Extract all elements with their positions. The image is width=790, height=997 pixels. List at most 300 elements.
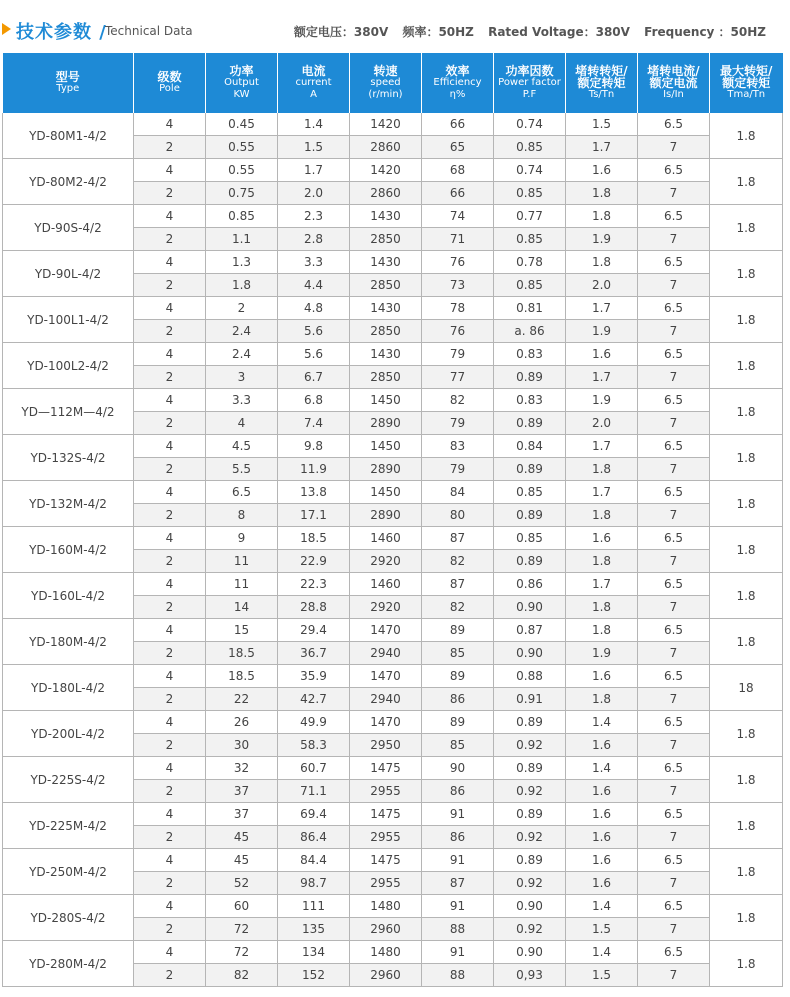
table-cell: 3.3	[278, 251, 350, 274]
model-type-cell: YD-280S-4/2	[3, 895, 134, 941]
table-cell: 22.3	[278, 573, 350, 596]
triangle-arrow-icon	[2, 23, 11, 35]
table-cell: 1.4	[278, 113, 350, 136]
table-cell: 6.8	[278, 389, 350, 412]
table-cell: 1.6	[566, 159, 638, 182]
model-type-cell: YD-180L-4/2	[3, 665, 134, 711]
table-cell: 1.8	[566, 688, 638, 711]
column-header-cn: 最大转矩/	[720, 64, 773, 78]
table-cell: 1.4	[566, 941, 638, 964]
table-cell: 3.3	[206, 389, 278, 412]
table-cell: 0.90	[494, 895, 566, 918]
table-cell: 58.3	[278, 734, 350, 757]
table-cell: 2850	[350, 228, 422, 251]
table-cell: 82	[422, 550, 494, 573]
table-cell: 3	[206, 366, 278, 389]
table-cell: 1.8	[566, 182, 638, 205]
rated-voltage-en: Rated Voltage：380V	[488, 25, 630, 39]
table-row	[3, 527, 783, 550]
model-type-cell: YD-160L-4/2	[3, 573, 134, 619]
model-type-cell: YD-225M-4/2	[3, 803, 134, 849]
table-cell: 86	[422, 688, 494, 711]
model-type-cell: YD-90L-4/2	[3, 251, 134, 297]
table-cell: 90	[422, 757, 494, 780]
table-cell: 2	[134, 596, 206, 619]
model-type-cell: YD-90S-4/2	[3, 205, 134, 251]
table-cell: 0.85	[494, 481, 566, 504]
table-cell: 6.5	[206, 481, 278, 504]
table-cell: 71.1	[278, 780, 350, 803]
table-cell: 60.7	[278, 757, 350, 780]
table-cell: 7	[638, 642, 710, 665]
table-cell: 0.55	[206, 136, 278, 159]
table-cell: 2890	[350, 458, 422, 481]
column-header-5	[422, 53, 494, 113]
table-cell: 1460	[350, 527, 422, 550]
column-header-en: Pole	[159, 83, 180, 94]
table-cell: 4	[134, 803, 206, 826]
table-cell: 6.5	[638, 757, 710, 780]
table-cell: 0.83	[494, 343, 566, 366]
table-cell: 42.7	[278, 688, 350, 711]
table-cell: 0.85	[494, 182, 566, 205]
table-cell: 4	[134, 343, 206, 366]
table-cell: 1480	[350, 895, 422, 918]
table-cell: 1420	[350, 159, 422, 182]
table-cell: 2940	[350, 688, 422, 711]
tma-tn-cell: 1.8	[710, 803, 783, 849]
table-cell: 9	[206, 527, 278, 550]
table-cell: 6.7	[278, 366, 350, 389]
tma-tn-cell: 1.8	[710, 573, 783, 619]
table-cell: 0.74	[494, 159, 566, 182]
table-cell: 1475	[350, 849, 422, 872]
table-row	[3, 757, 783, 780]
column-header-en: Efficiency	[433, 77, 482, 88]
tma-tn-cell: 1.8	[710, 435, 783, 481]
page-header	[0, 14, 790, 44]
table-cell: 1.7	[566, 481, 638, 504]
table-cell: 2	[206, 297, 278, 320]
table-cell: 7	[638, 136, 710, 159]
table-cell: 6.5	[638, 251, 710, 274]
column-header-0	[3, 53, 134, 113]
table-cell: 0.92	[494, 734, 566, 757]
table-cell: 2955	[350, 826, 422, 849]
model-type-cell: YD—112M—4/2	[3, 389, 134, 435]
table-cell: 6.5	[638, 343, 710, 366]
table-cell: 2	[134, 734, 206, 757]
table-cell: 0.85	[206, 205, 278, 228]
table-cell: 6.5	[638, 527, 710, 550]
table-cell: 2	[134, 228, 206, 251]
table-cell: 0.89	[494, 366, 566, 389]
table-cell: 18.5	[206, 665, 278, 688]
frequency-en: Frequency ：50HZ	[644, 25, 766, 39]
model-type-cell: YD-100L1-4/2	[3, 297, 134, 343]
table-cell: 1.4	[566, 757, 638, 780]
table-cell: 2	[134, 320, 206, 343]
table-cell: 7	[638, 366, 710, 389]
table-cell: 88	[422, 964, 494, 987]
table-cell: 14	[206, 596, 278, 619]
table-cell: 2.4	[206, 343, 278, 366]
table-cell: 4	[134, 389, 206, 412]
table-cell: 2950	[350, 734, 422, 757]
table-cell: 1450	[350, 481, 422, 504]
table-cell: 1460	[350, 573, 422, 596]
table-cell: 68	[422, 159, 494, 182]
tma-tn-cell: 1.8	[710, 113, 783, 159]
table-cell: 6.5	[638, 573, 710, 596]
table-cell: 91	[422, 849, 494, 872]
table-cell: a. 86	[494, 320, 566, 343]
table-cell: 36.7	[278, 642, 350, 665]
table-cell: 60	[206, 895, 278, 918]
table-cell: 84.4	[278, 849, 350, 872]
table-cell: 2	[134, 780, 206, 803]
column-header-cn: 额定转矩	[722, 76, 771, 90]
table-cell: 22	[206, 688, 278, 711]
column-header-8	[638, 53, 710, 113]
table-cell: 1430	[350, 343, 422, 366]
table-cell: 73	[422, 274, 494, 297]
table-cell: 4	[134, 527, 206, 550]
table-cell: 7	[638, 826, 710, 849]
table-cell: 1.6	[566, 826, 638, 849]
table-cell: 1.6	[566, 665, 638, 688]
table-cell: 7	[638, 688, 710, 711]
table-cell: 1.7	[566, 573, 638, 596]
column-header-en: current	[295, 77, 332, 88]
model-type-cell: YD-180M-4/2	[3, 619, 134, 665]
table-cell: 0.90	[494, 642, 566, 665]
table-cell: 1.5	[278, 136, 350, 159]
table-cell: 1.5	[566, 964, 638, 987]
table-cell: 79	[422, 343, 494, 366]
table-cell: 0.78	[494, 251, 566, 274]
table-cell: 2955	[350, 780, 422, 803]
table-cell: 7	[638, 550, 710, 573]
table-cell: 1450	[350, 389, 422, 412]
table-cell: 82	[422, 596, 494, 619]
table-cell: 7	[638, 596, 710, 619]
table-cell: 2890	[350, 412, 422, 435]
table-cell: 71	[422, 228, 494, 251]
table-cell: 2	[134, 412, 206, 435]
table-cell: 1.7	[566, 366, 638, 389]
model-type-cell: YD-132M-4/2	[3, 481, 134, 527]
column-header-cn: 堵转转矩/	[575, 64, 628, 78]
table-cell: 1430	[350, 205, 422, 228]
table-cell: 4.4	[278, 274, 350, 297]
table-cell: 7	[638, 964, 710, 987]
table-cell: 86.4	[278, 826, 350, 849]
table-cell: 7	[638, 504, 710, 527]
table-cell: 4	[134, 665, 206, 688]
table-cell: 7	[638, 228, 710, 251]
table-cell: 4	[134, 481, 206, 504]
table-cell: 0.90	[494, 596, 566, 619]
table-cell: 78	[422, 297, 494, 320]
table-cell: 1.8	[206, 274, 278, 297]
table-cell: 7	[638, 182, 710, 205]
tma-tn-cell: 1.8	[710, 205, 783, 251]
table-cell: 86	[422, 826, 494, 849]
table-cell: 7	[638, 412, 710, 435]
table-cell: 2940	[350, 642, 422, 665]
technical-data-table	[2, 53, 783, 987]
table-cell: 85	[422, 734, 494, 757]
table-cell: 2.0	[278, 182, 350, 205]
table-cell: 30	[206, 734, 278, 757]
table-cell: 0.89	[494, 550, 566, 573]
tma-tn-cell: 1.8	[710, 941, 783, 987]
tma-tn-cell: 1.8	[710, 159, 783, 205]
model-type-cell: YD-250M-4/2	[3, 849, 134, 895]
column-header-3	[278, 53, 350, 113]
table-cell: 2955	[350, 872, 422, 895]
table-cell: 6.5	[638, 803, 710, 826]
table-cell: 49.9	[278, 711, 350, 734]
table-cell: 85	[422, 642, 494, 665]
table-cell: 111	[278, 895, 350, 918]
table-cell: 15	[206, 619, 278, 642]
table-cell: 1.7	[566, 136, 638, 159]
table-cell: 1470	[350, 665, 422, 688]
table-cell: 1.6	[566, 803, 638, 826]
table-cell: 1470	[350, 619, 422, 642]
table-cell: 2.8	[278, 228, 350, 251]
table-cell: 4	[134, 113, 206, 136]
table-cell: 83	[422, 435, 494, 458]
table-cell: 2	[134, 550, 206, 573]
table-cell: 2	[134, 872, 206, 895]
table-row	[3, 343, 783, 366]
tma-tn-cell: 1.8	[710, 389, 783, 435]
table-cell: 2.0	[566, 412, 638, 435]
table-cell: 2	[134, 136, 206, 159]
table-cell: 29.4	[278, 619, 350, 642]
table-cell: 4	[134, 573, 206, 596]
table-cell: 0.85	[494, 136, 566, 159]
column-header-en: A	[310, 89, 317, 100]
table-cell: 0.84	[494, 435, 566, 458]
table-cell: 28.8	[278, 596, 350, 619]
table-cell: 2	[134, 826, 206, 849]
table-cell: 0.86	[494, 573, 566, 596]
table-cell: 2.0	[566, 274, 638, 297]
table-cell: 72	[206, 918, 278, 941]
table-cell: 2	[134, 366, 206, 389]
table-cell: 2890	[350, 504, 422, 527]
table-cell: 45	[206, 826, 278, 849]
table-cell: 4	[134, 435, 206, 458]
table-cell: 0.91	[494, 688, 566, 711]
table-cell: 2	[134, 182, 206, 205]
table-cell: 1.7	[566, 297, 638, 320]
table-cell: 82	[422, 389, 494, 412]
table-cell: 13.8	[278, 481, 350, 504]
table-cell: 1.8	[566, 619, 638, 642]
tma-tn-cell: 1.8	[710, 297, 783, 343]
table-cell: 0.89	[494, 412, 566, 435]
model-type-cell: YD-132S-4/2	[3, 435, 134, 481]
column-header-cn: 功率	[229, 64, 254, 78]
tma-tn-cell: 1.8	[710, 711, 783, 757]
column-header-cn: 电流	[301, 64, 326, 78]
table-cell: 11	[206, 573, 278, 596]
table-cell: 2920	[350, 550, 422, 573]
table-row	[3, 297, 783, 320]
column-header-7	[566, 53, 638, 113]
table-cell: 6.5	[638, 895, 710, 918]
table-row	[3, 849, 783, 872]
table-cell: 0.89	[494, 803, 566, 826]
table-cell: 7	[638, 320, 710, 343]
table-cell: 0.87	[494, 619, 566, 642]
table-row	[3, 159, 783, 182]
model-type-cell: YD-200L-4/2	[3, 711, 134, 757]
table-cell: 7	[638, 734, 710, 757]
table-cell: 2	[134, 458, 206, 481]
table-cell: 37	[206, 803, 278, 826]
table-cell: 86	[422, 780, 494, 803]
column-header-1	[134, 53, 206, 113]
table-cell: 1.7	[278, 159, 350, 182]
table-cell: 18.5	[278, 527, 350, 550]
table-cell: 7	[638, 780, 710, 803]
tma-tn-cell: 1.8	[710, 481, 783, 527]
table-cell: 4.8	[278, 297, 350, 320]
column-header-cn: 功率因数	[505, 64, 554, 78]
table-cell: 1430	[350, 297, 422, 320]
table-cell: 0.88	[494, 665, 566, 688]
table-cell: 0.85	[494, 527, 566, 550]
table-cell: 2	[134, 688, 206, 711]
rated-voltage-cn: 额定电压：380V	[293, 25, 389, 39]
table-cell: 1.9	[566, 228, 638, 251]
tma-tn-cell: 1.8	[710, 895, 783, 941]
column-header-en: Ts/Tn	[588, 89, 615, 100]
table-cell: 22.9	[278, 550, 350, 573]
table-cell: 11.9	[278, 458, 350, 481]
table-cell: 65	[422, 136, 494, 159]
table-cell: 66	[422, 113, 494, 136]
table-cell: 1475	[350, 757, 422, 780]
table-cell: 1450	[350, 435, 422, 458]
table-cell: 0.89	[494, 504, 566, 527]
table-cell: 4.5	[206, 435, 278, 458]
table-cell: 0.83	[494, 389, 566, 412]
table-cell: 4	[134, 895, 206, 918]
table-cell: 69.4	[278, 803, 350, 826]
table-cell: 6.5	[638, 435, 710, 458]
table-cell: 79	[422, 412, 494, 435]
table-cell: 89	[422, 665, 494, 688]
table-cell: 0.92	[494, 780, 566, 803]
table-cell: 0.92	[494, 826, 566, 849]
table-cell: 0.74	[494, 113, 566, 136]
tma-tn-cell: 18	[710, 665, 783, 711]
table-cell: 2.3	[278, 205, 350, 228]
table-cell: 134	[278, 941, 350, 964]
table-cell: 1.5	[566, 113, 638, 136]
table-cell: 74	[422, 205, 494, 228]
column-header-en: Type	[56, 83, 80, 94]
table-cell: 6.5	[638, 619, 710, 642]
model-type-cell: YD-80M1-4/2	[3, 113, 134, 159]
table-cell: 32	[206, 757, 278, 780]
table-cell: 2860	[350, 136, 422, 159]
table-cell: 2850	[350, 366, 422, 389]
table-row	[3, 251, 783, 274]
table-cell: 87	[422, 527, 494, 550]
table-cell: 91	[422, 803, 494, 826]
table-cell: 6.5	[638, 711, 710, 734]
table-cell: 1470	[350, 711, 422, 734]
table-cell: 0.81	[494, 297, 566, 320]
table-cell: 26	[206, 711, 278, 734]
table-cell: 0.89	[494, 757, 566, 780]
table-cell: 1.8	[566, 550, 638, 573]
tma-tn-cell: 1.8	[710, 343, 783, 389]
table-cell: 2850	[350, 320, 422, 343]
column-header-en: KW	[233, 89, 250, 100]
section-subtitle: Technical Data	[105, 24, 193, 38]
table-row	[3, 803, 783, 826]
tma-tn-cell: 1.8	[710, 619, 783, 665]
table-cell: 1.7	[566, 435, 638, 458]
table-body	[3, 113, 783, 987]
table-cell: 87	[422, 872, 494, 895]
table-cell: 84	[422, 481, 494, 504]
table-row	[3, 205, 783, 228]
table-cell: 0,93	[494, 964, 566, 987]
table-cell: 1.6	[566, 780, 638, 803]
table-header-row	[3, 53, 783, 113]
table-cell: 5.5	[206, 458, 278, 481]
table-cell: 6.5	[638, 849, 710, 872]
column-header-cn: 型号	[55, 70, 80, 84]
table-cell: 6.5	[638, 941, 710, 964]
table-row	[3, 941, 783, 964]
table-row	[3, 435, 783, 458]
table-cell: 6.5	[638, 665, 710, 688]
model-type-cell: YD-80M2-4/2	[3, 159, 134, 205]
column-header-en: η%	[449, 89, 466, 100]
model-type-cell: YD-100L2-4/2	[3, 343, 134, 389]
column-header-cn: 堵转电流/	[647, 64, 700, 78]
table-cell: 2960	[350, 964, 422, 987]
table-row	[3, 481, 783, 504]
table-cell: 87	[422, 573, 494, 596]
table-cell: 1.8	[566, 458, 638, 481]
column-header-en: (r/min)	[368, 89, 403, 100]
table-cell: 1.9	[566, 320, 638, 343]
table-cell: 1.9	[566, 642, 638, 665]
table-cell: 6.5	[638, 481, 710, 504]
frequency-cn: 频率：50HZ	[402, 25, 474, 39]
column-header-en: Is/In	[663, 89, 684, 100]
table-cell: 1.5	[566, 918, 638, 941]
table-cell: 35.9	[278, 665, 350, 688]
table-cell: 6.5	[638, 297, 710, 320]
table-cell: 4	[134, 619, 206, 642]
column-header-4	[350, 53, 422, 113]
table-cell: 1475	[350, 803, 422, 826]
table-cell: 2	[134, 642, 206, 665]
